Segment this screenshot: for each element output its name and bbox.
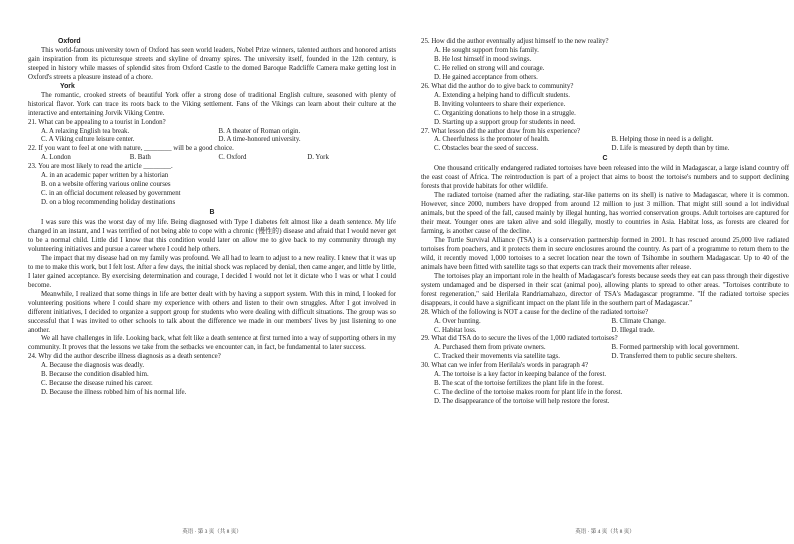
question-27: 27. What lesson did the author draw from his experience? [421,127,581,135]
section-c-title: C [602,155,608,163]
question-24: 24. Why did the author describe illness diagnosis as a death sentence? [28,353,221,361]
q25-option-c: C. He relied on strong will and courage. [434,64,545,72]
question-29-options-row-2 [421,353,789,362]
oxford-paragraph: This world-famous university town of Oxford has seen world leaders, Nobel Prize winners, talented authors and honored artists gain inspiration from its picturesque streets and skyline of dreamy spires. The university itself, founded in the 12th century, is steeped in history while masses of splendid sites from Oxford Castle to the domed Baroque Radcliffe Camera make getting lost in Oxford's streets a pleasure instead of a chore. [28,46,396,81]
question-28: 28. Which of the following is NOT a cause for the decline of the radiated tortoise? [421,308,649,316]
york-heading: York [60,82,75,90]
q23-option-b: B. on a website offering various online courses [41,181,171,189]
q25-option-b: B. He lost himself in mood swings. [434,55,532,63]
question-21: 21. What can be appealing to a tourist in London? [28,118,166,126]
passage-c-paragraph-4: The tortoises play an important role in the health of Madagascar's forests because seeds they eat can pass through their digestive system undamaged and be dispersed in their scat (animal poo), allowing plants to spread to other areas. "Tortoises contribute to forest regeneration," said Herilala Randriamahazo, director of TSA's Madagascar programme. "If the radiated tortoise species disappears, it could have a significant impact on the plant life in the southern part of Madagascar." [421,272,789,307]
q29-option-c: C. Tracked their movements via satellite tags. [434,353,560,361]
q23-option-d: D. on a blog recommending holiday destinations [41,199,176,207]
q26-option-d: D. Starting up a support group for students in need. [434,118,576,126]
passage-b-paragraph-3: Meanwhile, I realized that some things in life are better dealt with by having a support system. With this in mind, I looked for volunteering positions where I could share my experience with others and listen to their own struggles. After I got involved in different initiatives, I decided to organize a support group for students who were dealing with difficult situations. The group was so successful that I was invited to other schools to talk about the difference we made in our members' lives by just listening to one another. [28,290,396,334]
question-21-options-row-1 [28,128,396,137]
question-22-options [28,154,396,163]
passage-b-paragraph-1: I was sure this was the worst day of my life. Being diagnosed with Type I diabetes felt almost like a death sentence. My life changed in an instant, and I was terrified of not being able to cope with a chronic (慢性的) disease and afraid that I would never get to be a normal child. Little did I know that this condition would later on allow me to give back to my community through my volunteering initiatives and pursue a career where I could help others. [28,219,396,253]
question-27-options-row-2 [421,145,789,154]
passage-b-paragraph-4: We all have challenges in life. Looking back, what felt like a death sentence at first turned into a way of supporting others in my community. It proves that the lessons we take from the setbacks we encounter can, in fact, be fundamental to later success. [28,335,396,352]
q27-option-c: C. Obstacles bear the seed of success. [434,145,539,153]
q22-option-a: A. London [41,154,71,162]
q23-option-c: C. in an official document released by government [41,190,181,198]
passage-b-paragraph-2: The impact that my disease had on my family was profound. We all had to learn to adjust to a new reality. I knew that it was up to me to make this work, but I felt lost. After a few days, the initial shock was replaced by denial, then came anger, and little by little, I later gained acceptance. By exercising determination and courage, I decided I would not let it dictate who I was or what I could become. [28,254,396,289]
q27-option-d: D. Life is measured by depth than by time. [611,145,730,153]
right-page-footer: 英语 · 第 4 页（共 8 页） [575,529,635,535]
q24-option-a: A. Because the diagnosis was deadly. [41,362,145,370]
q24-option-d: D. Because the illness robbed him of his normal life. [41,389,187,397]
q21-option-c: C. A Viking culture leisure center. [41,136,135,144]
q23-option-a: A. in an academic paper written by a historian [41,172,169,180]
question-26: 26. What did the author do to give back to community? [421,82,574,90]
q30-option-a: A. The tortoise is a key factor in keeping balance of the forest. [434,371,607,379]
question-28-options-row-2 [421,327,789,336]
question-28-options-row-1 [421,318,789,327]
q29-option-a: A. Purchased them from private owners. [434,344,546,352]
q21-option-a: A. A relaxing English tea break. [41,127,130,135]
left-page-footer: 英语 · 第 3 页（共 8 页） [182,529,242,535]
q26-option-a: A. Extending a helping hand to difficult students. [434,91,570,99]
q24-option-b: B. Because the condition disabled him. [41,371,149,379]
question-25: 25. How did the author eventually adjust himself to the new reality? [421,38,609,45]
q27-option-a: A. Cheerfulness is the promoter of health. [434,136,550,144]
q26-option-c: C. Organizing donations to help those in a struggle. [434,109,576,117]
right-page-content [421,38,789,407]
q30-option-d: D. The disappearance of the tortoise will help restore the forest. [434,398,610,406]
q21-option-b: B. A theater of Roman origin. [218,127,301,135]
york-paragraph: The romantic, crooked streets of beautiful York offer a strong dose of traditional English culture, seasoned with plenty of historical flavor. York can trace its roots back to the Viking settlement. Fans of the Vikings can learn about their culture at the interactive and entertaining Jorvik Viking Centre. [28,91,396,117]
q27-option-b: B. Helping those in need is a delight. [611,136,714,144]
question-27-options-row-1 [421,136,789,145]
q28-option-d: D. Illegal trade. [611,326,655,334]
q25-option-a: A. He sought support from his family. [434,46,539,54]
left-page-content [28,38,396,398]
passage-c-paragraph-2: The radiated tortoise (named after the radiating, star-like patterns on its shell) is native to Madagascar, where it is common. However, since 2000, numbers have dropped from around 12 million to just 3 million. That might still sound a lot individual animals, but the speed of the fall, caused mainly by illegal hunting, has worried conservation groups. Adult tortoises are captured for their meat. Younger ones are taken alive and sold illegally, mostly to countries in Asia. Habitat loss, as forests are cleared for farming, is another cause of the decline. [421,192,789,236]
q21-option-d: D. A time-honored university. [218,136,301,144]
question-22: 22. If you want to feel at one with nature, ________ will be a good choice. [28,145,234,153]
section-b-title: B [209,209,215,217]
q22-option-d: D. York [307,154,329,162]
q22-option-b: B. Bath [129,154,151,162]
passage-c-paragraph-1: One thousand critically endangered radiated tortoises have been released into the wild in Madagascar, a large island country off the east coast of Africa. The reintroduction is part of a project that aims to boost the tortoise's numbers and to support declining forests that provide habitats for other wildlife. [421,165,789,191]
q26-option-b: B. Inviting volunteers to share their experience. [434,100,566,108]
q22-option-c: C. Oxford [218,154,247,162]
q24-option-c: C. Because the disease ruined his career. [41,380,153,388]
passage-c-paragraph-3: The Turtle Survival Alliance (TSA) is a conservation partnership formed in 2001. It has rescued around 25,000 live radiated tortoises from poachers, and it protects them in secure enclosures around the country. As part of a programme to return them to the wild, it recently moved 1,000 tortoises to a secret location near the town of Tsihombe in southern Madagascar. Up to 40 of the animals have been fitted with satellite tags so that experts can track their movements after release. [421,236,789,271]
q30-option-b: B. The scat of the tortoise fertilizes the plant life in the forest. [434,380,604,388]
question-23: 23. You are most likely to read the article ________. [28,163,173,171]
oxford-heading: Oxford [58,38,81,45]
question-29-options-row-1 [421,344,789,353]
question-30: 30. What can we infer from Herilala's words in paragraph 4? [421,362,589,370]
question-29: 29. What did TSA do to secure the lives of the 1,000 radiated tortoises? [421,335,618,343]
question-21-options-row-2 [28,136,396,145]
q29-option-b: B. Formed partnership with local government. [611,344,740,352]
q28-option-c: C. Habitat loss. [434,326,477,334]
q29-option-d: D. Transferred them to public secure shelters. [611,353,738,361]
q25-option-d: D. He gained acceptance from others. [434,73,538,81]
q28-option-b: B. Climate Change. [611,317,666,325]
q30-option-c: C. The decline of the tortoise makes room for plant life in the forest. [434,389,623,397]
q28-option-a: A. Over hunting. [434,317,481,325]
